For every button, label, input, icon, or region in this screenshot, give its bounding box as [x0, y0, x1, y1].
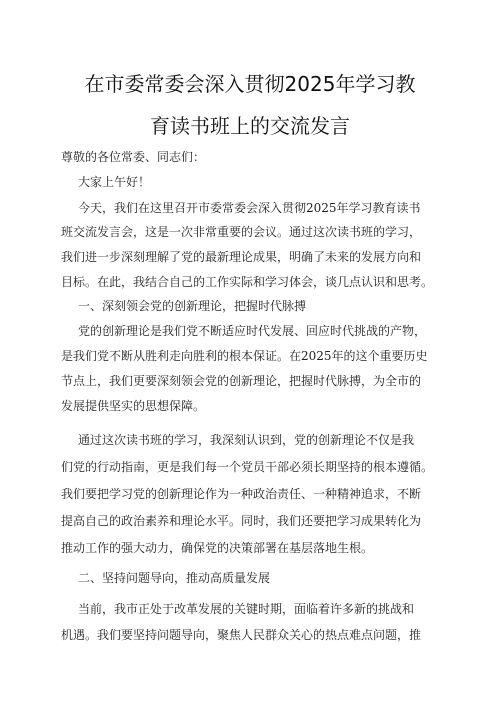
- paragraph-1-line: 今天，我们在这里召开市委常委会深入贯彻2025年学习教育读书: [78, 201, 421, 215]
- paragraph-4-line: 机遇。我们要坚持问题导向，聚焦人民群众关心的热点难点问题，推: [61, 628, 422, 642]
- paragraph-3-line: 推动工作的强大动力，确保党的决策部署在基层落地生根。: [61, 541, 374, 555]
- paragraph-1-line: 班交流发言会，这是一次非常重要的会议。通过这次读书班的学习，: [61, 225, 422, 239]
- paragraph-3-line: 提高自己的政治素养和理论水平。同时，我们还要把学习成果转化为: [61, 514, 422, 528]
- paragraph-2-line: 是我们党不断从胜利走向胜利的根本保证。在2025年的这个重要历史: [61, 349, 428, 363]
- paragraph-2-line: 党的创新理论是我们党不断适应时代发展、回应时代挑战的产物，: [78, 324, 427, 338]
- paragraph-4-line: 当前，我市正处于改革发展的关键时期，面临着许多新的挑战和: [78, 602, 415, 616]
- document-title-line-1: 在市委常委会深入贯彻2025年学习教: [84, 72, 416, 96]
- paragraph-2-line: 节点上，我们更要深刻领会党的创新理论，把握时代脉搏，为全市的: [61, 374, 422, 388]
- paragraph-3-line: 我们要把学习党的创新理论作为一种政治责任、一种精神追求，不断: [61, 487, 422, 501]
- section-1-heading: 一、深刻领会党的创新理论，把握时代脉搏: [78, 299, 307, 313]
- paragraph-1-line: 我们进一步深刻理解了党的最新理论成果，明确了未来的发展方向和: [61, 250, 422, 264]
- paragraph-3-line: 们党的行动指南，更是我们每一个党员干部必须长期坚持的根本遵循。: [61, 460, 434, 474]
- section-2-heading: 二、坚持问题导向，推动高质量发展: [78, 571, 271, 585]
- paragraph-1-line: 目标。在此，我结合自己的工作实际和学习体会，谈几点认识和思考。: [61, 275, 434, 289]
- paragraph-3-line: 通过这次读书班的学习，我深刻认识到，党的创新理论不仅是我: [78, 433, 415, 447]
- salutation: 尊敬的各位常委、同志们：: [61, 150, 206, 164]
- document-title-line-2: 育读书班上的交流发言: [150, 114, 350, 138]
- greeting: 大家上午好！: [78, 175, 151, 189]
- paragraph-2-line: 发展提供坚实的思想保障。: [61, 399, 206, 413]
